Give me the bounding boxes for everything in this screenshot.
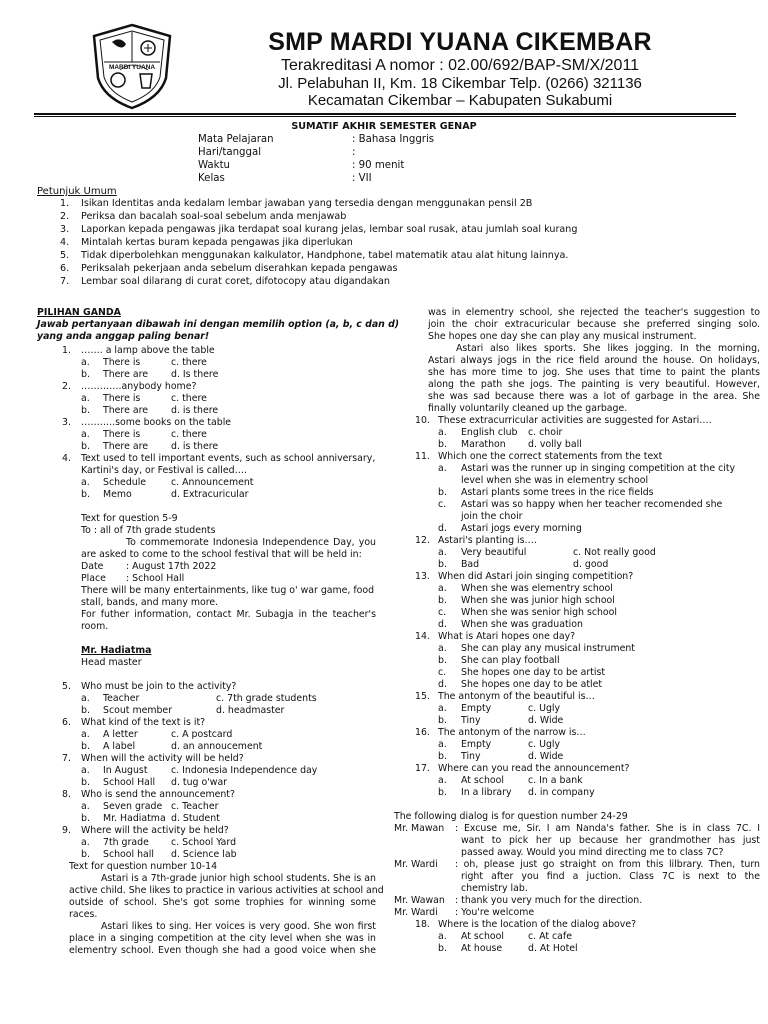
right-column-text: want to pick her up because her grandmother has just bbox=[461, 835, 760, 846]
right-column-text: 17. bbox=[415, 763, 430, 774]
left-column-text: When will the activity will be held? bbox=[81, 753, 244, 764]
right-column-text: she has more time to jog. She uses that time to paint the plants bbox=[428, 367, 760, 378]
right-column-text: finally voluntarily cleaned up the garbage. bbox=[428, 403, 628, 414]
right-column-text: Astari also likes sports. She likes jogging. In the morning, bbox=[456, 343, 760, 354]
left-column-text: Text used to tell important events, such as school anniversary, bbox=[81, 453, 376, 464]
left-column-text: are asked to come to the school festival that will be held in: bbox=[81, 549, 362, 560]
right-column-text: 10. bbox=[415, 415, 430, 426]
right-column-text: What is Atari hopes one day? bbox=[438, 631, 576, 642]
header-divider bbox=[34, 113, 736, 115]
info-label: Waktu bbox=[198, 160, 231, 171]
left-column-text: Who must be join to the activity? bbox=[81, 681, 237, 692]
left-column-text: a. bbox=[81, 801, 90, 812]
left-column-text: There are bbox=[103, 405, 148, 416]
right-column-text: Where can you read the announcement? bbox=[438, 763, 630, 774]
left-column-text: Mr. Hadiatma bbox=[81, 645, 152, 656]
right-column-text: Empty bbox=[461, 703, 492, 714]
right-column-text: join the choir extracuricular because she preferred singing solo. bbox=[428, 319, 760, 330]
left-column-text: There is bbox=[103, 429, 141, 440]
right-column-text: 12. bbox=[415, 535, 430, 546]
left-column-text: 7th grade bbox=[103, 837, 149, 848]
logo-text: MARDI YUANA bbox=[108, 64, 156, 71]
right-column-text: In a library bbox=[461, 787, 512, 798]
right-column-text: she was sad because there was a lot of garbage in the area. She bbox=[428, 391, 760, 402]
right-column-text: The antonym of the beautiful is… bbox=[438, 691, 595, 702]
left-column-text: c. Announcement bbox=[171, 477, 254, 488]
school-name: SMP MARDI YUANA CIKEMBAR bbox=[268, 28, 652, 56]
instruction-text: Mintalah kertas buram kepada pengawas jika diperlukan bbox=[81, 237, 353, 248]
right-column-text: c. In a bank bbox=[528, 775, 583, 786]
right-column-text: Tiny bbox=[461, 751, 481, 762]
left-column-text: a. bbox=[81, 393, 90, 404]
left-column-text: 5. bbox=[62, 681, 71, 692]
left-column-text: There will be many entertainments, like tug o' war game, food bbox=[81, 585, 375, 596]
left-column-text: a. bbox=[81, 765, 90, 776]
instructions-heading: Petunjuk Umum bbox=[37, 186, 117, 197]
right-column-text: a. bbox=[438, 739, 447, 750]
left-column-text: c. there bbox=[171, 393, 207, 404]
right-column-text: c. choir bbox=[528, 427, 563, 438]
right-column-text: When she was elementry school bbox=[461, 583, 613, 594]
right-column-text: Astari was so happy when her teacher recomended she bbox=[461, 499, 723, 510]
right-column-text: a. bbox=[438, 463, 447, 474]
right-column-text: right after you find a juction. Class 7C is next to the bbox=[461, 871, 760, 882]
right-column-text: Which one the correct statements from the text bbox=[438, 451, 663, 462]
right-column-text: join the choir bbox=[461, 511, 523, 522]
right-column-text: c. Ugly bbox=[528, 739, 561, 750]
left-column-text: A label bbox=[103, 741, 136, 752]
right-column-text: When she was graduation bbox=[461, 619, 583, 630]
left-column-text: A letter bbox=[103, 729, 138, 740]
right-column-text: b. bbox=[438, 655, 447, 666]
right-column-text: b. bbox=[438, 487, 447, 498]
left-column-text: 6. bbox=[62, 717, 71, 728]
right-column-text: chemistry lab. bbox=[461, 883, 528, 894]
address-line: Jl. Pelabuhan II, Km. 18 Cikembar Telp. (0266) 321136 bbox=[278, 75, 642, 92]
right-column-text: d. volly ball bbox=[528, 439, 582, 450]
left-column-text: elementry school. Even though she had a good voice when she bbox=[69, 945, 376, 956]
left-column-text: c. there bbox=[171, 357, 207, 368]
left-column-text: 2. bbox=[62, 381, 71, 392]
left-column-text: a. bbox=[81, 357, 90, 368]
right-column-text: Astari plants some trees in the rice fields bbox=[461, 487, 654, 498]
left-column-text: d. an annoucement bbox=[171, 741, 263, 752]
right-column-text: The following dialog is for question number 24-29 bbox=[394, 811, 628, 822]
left-column-text: c. 7th grade students bbox=[216, 693, 317, 704]
right-column-text: 18. bbox=[415, 919, 430, 930]
left-column-text: active child. She likes to practice in various activities at school and bbox=[69, 885, 384, 896]
left-column-text: Jawab pertanyaan dibawah ini dengan memilih option (a, b, c dan d) bbox=[37, 319, 400, 330]
right-column-text: Marathon bbox=[461, 439, 506, 450]
left-column-text: Mr. Hadiatma bbox=[103, 813, 166, 824]
left-column-text: Schedule bbox=[103, 477, 147, 488]
right-column-text: b. bbox=[438, 595, 447, 606]
info-value: : 90 menit bbox=[352, 160, 405, 171]
left-column-text: Teacher bbox=[103, 693, 140, 704]
accreditation-line: Terakreditasi A nomor : 02.00/692/BAP-SM/X/2011 bbox=[280, 57, 640, 74]
right-column-text: b. bbox=[438, 439, 447, 450]
left-column-text: There are bbox=[103, 441, 148, 452]
right-column-text: a. bbox=[438, 547, 447, 558]
left-column-text: In August bbox=[103, 765, 148, 776]
left-column-text: Who is send the announcement? bbox=[81, 789, 235, 800]
left-column-text: place in a singing competition at the city level when she was in bbox=[69, 933, 376, 944]
right-column-text: Bad bbox=[461, 559, 480, 570]
left-column-text: ………….anybody home? bbox=[81, 381, 197, 392]
right-column-text: c. Not really good bbox=[573, 547, 656, 558]
info-label: Mata Pelajaran bbox=[198, 134, 274, 145]
left-column-text: Text for question number 10-14 bbox=[69, 861, 218, 872]
right-column-text: d. in company bbox=[528, 787, 595, 798]
right-column-text: was in elementry school, she rejected the teacher's suggestion to bbox=[428, 307, 760, 318]
left-column-text: a. bbox=[81, 693, 90, 704]
left-column-text: Where will the activity be held? bbox=[81, 825, 229, 836]
left-column-text: b. bbox=[81, 489, 90, 500]
instruction-number: 4. bbox=[60, 237, 70, 248]
left-column-text: d. Student bbox=[171, 813, 220, 824]
left-column-text: What kind of the text is it? bbox=[81, 717, 206, 728]
left-column-text: School Hall bbox=[103, 777, 156, 788]
right-column-text: c. bbox=[438, 667, 447, 678]
instruction-text: Laporkan kepada pengawas jika terdapat soal kurang jelas, lembar soal rusak, atau jumlah soal kurang bbox=[81, 224, 578, 235]
info-value: : VII bbox=[352, 173, 372, 184]
left-column-text: b. bbox=[81, 777, 90, 788]
instruction-number: 2. bbox=[60, 211, 70, 222]
right-column-text: When she was junior high school bbox=[461, 595, 615, 606]
right-column-text: : thank you very much for the direction. bbox=[455, 895, 643, 906]
left-column-text: Memo bbox=[103, 489, 132, 500]
right-column-text: d. At Hotel bbox=[528, 943, 578, 954]
left-column-text: d. Is there bbox=[171, 369, 219, 380]
right-column-text: c. At cafe bbox=[528, 931, 572, 942]
left-column-text: room. bbox=[81, 621, 109, 632]
left-column-text: To : all of 7th grade students bbox=[81, 525, 216, 536]
right-column-text: along the path she jogs. The painting is very beautiful. However, bbox=[428, 379, 760, 390]
instruction-number: 1. bbox=[60, 198, 70, 209]
instruction-text: Periksa dan bacalah soal-soal sebelum anda menjawab bbox=[81, 211, 347, 222]
school-logo bbox=[90, 22, 174, 110]
left-column-text: d. is there bbox=[171, 441, 219, 452]
right-column-text: c. Ugly bbox=[528, 703, 561, 714]
left-column-text: b. bbox=[81, 441, 90, 452]
left-column-text: Place bbox=[81, 573, 106, 584]
right-column-text: When she was senior high school bbox=[461, 607, 617, 618]
right-column-text: a. bbox=[438, 931, 447, 942]
left-column-text: c. Indonesia Independence day bbox=[171, 765, 318, 776]
right-column-text: b. bbox=[438, 715, 447, 726]
left-column-text: Text for question 5-9 bbox=[81, 513, 178, 524]
right-column-text: She hopes one day she can play any musical instrument. bbox=[428, 331, 697, 342]
left-column-text: There is bbox=[103, 357, 141, 368]
right-column-text: Empty bbox=[461, 739, 492, 750]
right-column-text: b. bbox=[438, 943, 447, 954]
left-column-text: Seven grade bbox=[103, 801, 163, 812]
left-column-text: b. bbox=[81, 849, 90, 860]
district-line: Kecamatan Cikembar – Kabupaten Sukabumi bbox=[307, 92, 613, 109]
right-column-text: These extracurricular activities are suggested for Astari…. bbox=[438, 415, 712, 426]
right-column-text: a. bbox=[438, 583, 447, 594]
right-column-text: d. bbox=[438, 523, 447, 534]
left-column-text: Astari likes to sing. Her voices is very good. She won first bbox=[101, 921, 376, 932]
left-column-text: stall, bands, and many more. bbox=[81, 597, 219, 608]
left-column-text: c. School Yard bbox=[171, 837, 237, 848]
right-column-text: When did Astari join singing competition? bbox=[438, 571, 634, 582]
right-column-text: d. bbox=[438, 619, 447, 630]
right-column-text: Astari's planting is…. bbox=[438, 535, 537, 546]
right-column-text: She hopes one day to be artist bbox=[461, 667, 606, 678]
left-column-text: : August 17th 2022 bbox=[126, 561, 217, 572]
left-column-text: ………..some books on the table bbox=[81, 417, 232, 428]
left-column-text: ……. a lamp above the table bbox=[81, 345, 215, 356]
info-label: Hari/tanggal bbox=[198, 147, 262, 158]
left-column-text: Head master bbox=[81, 657, 142, 668]
left-column-text: c. A postcard bbox=[171, 729, 233, 740]
left-column-text: Date bbox=[81, 561, 104, 572]
right-column-text: Astari always jogs in the rice field around the house. On holidays, bbox=[428, 355, 760, 366]
left-column-text: There are bbox=[103, 369, 148, 380]
right-column-text: : Excuse me, Sir. I am Nanda's father. She is in class 7C. I bbox=[455, 823, 760, 834]
left-column-text: a. bbox=[81, 429, 90, 440]
right-column-text: a. bbox=[438, 703, 447, 714]
right-column-text: Astari was the runner up in singing competition at the city bbox=[461, 463, 736, 474]
left-column-text: b. bbox=[81, 813, 90, 824]
left-column-text: b. bbox=[81, 369, 90, 380]
right-column-text: d. Wide bbox=[528, 751, 564, 762]
left-column-text: a. bbox=[81, 729, 90, 740]
left-column-text: 4. bbox=[62, 453, 71, 464]
instruction-text: Tidak diperbolehkan menggunakan kalkulator, Handphone, tabel matematik atau alat hitung lainnya. bbox=[81, 250, 569, 261]
left-column-text: 7. bbox=[62, 753, 71, 764]
left-column-text: Scout member bbox=[103, 705, 173, 716]
right-column-text: Where is the location of the dialog above? bbox=[438, 919, 637, 930]
right-column-text: a. bbox=[438, 427, 447, 438]
left-column-text: 8. bbox=[62, 789, 71, 800]
info-value: : Bahasa Inggris bbox=[352, 134, 435, 145]
right-column-text: Mr. Wawan bbox=[394, 895, 445, 906]
instruction-number: 3. bbox=[60, 224, 70, 235]
right-column-text: Tiny bbox=[461, 715, 481, 726]
left-column-text: PILIHAN GANDA bbox=[37, 307, 121, 318]
left-column-text: Astari is a 7th-grade junior high school students. She is an bbox=[101, 873, 376, 884]
right-column-text: Astari jogs every morning bbox=[461, 523, 582, 534]
left-column-text: 3. bbox=[62, 417, 71, 428]
left-column-text: For futher information, contact Mr. Subagja in the teacher's bbox=[81, 609, 376, 620]
instruction-number: 5. bbox=[60, 250, 70, 261]
right-column-text: b. bbox=[438, 751, 447, 762]
info-label: Kelas bbox=[198, 173, 225, 184]
right-column-text: She can play any musical instrument bbox=[461, 643, 635, 654]
left-column-text: To commemorate Indonesia Independence Day, you bbox=[126, 537, 376, 548]
info-value: : bbox=[352, 147, 356, 158]
left-column-text: d. headmaster bbox=[216, 705, 285, 716]
right-column-text: passed away. Would you mind directing me to class 7C? bbox=[461, 847, 724, 858]
instruction-number: 6. bbox=[60, 263, 70, 274]
right-column-text: Mr. Mawan bbox=[394, 823, 445, 834]
right-column-text: d. bbox=[438, 679, 447, 690]
left-column-text: b. bbox=[81, 405, 90, 416]
left-column-text: a. bbox=[81, 837, 90, 848]
instruction-number: 7. bbox=[60, 276, 70, 287]
exam-title: SUMATIF AKHIR SEMESTER GENAP bbox=[291, 121, 477, 132]
right-column-text: : You're welcome bbox=[455, 907, 535, 918]
right-column-text: c. bbox=[438, 607, 447, 618]
instruction-text: Lembar soal dilarang di curat coret, difotocopy atau digandakan bbox=[81, 276, 390, 287]
left-column-text: d. tug o'war bbox=[171, 777, 228, 788]
right-column-text: 11. bbox=[415, 451, 430, 462]
right-column-text: She hopes one day to be atlet bbox=[461, 679, 603, 690]
right-column-text: c. bbox=[438, 499, 447, 510]
right-column-text: Mr. Wardi bbox=[394, 907, 438, 918]
left-column-text: 1. bbox=[62, 345, 71, 356]
right-column-text: She can play football bbox=[461, 655, 560, 666]
right-column-text: 15. bbox=[415, 691, 430, 702]
instruction-text: Periksalah pekerjaan anda sebelum diserahkan kepada pengawas bbox=[81, 263, 398, 274]
right-column-text: a. bbox=[438, 775, 447, 786]
right-column-text: At school bbox=[461, 775, 504, 786]
header-divider-thin bbox=[34, 116, 736, 117]
left-column-text: yang anda anggap paling benar! bbox=[37, 331, 210, 342]
right-column-text: 16. bbox=[415, 727, 430, 738]
left-column-text: races. bbox=[69, 909, 98, 920]
left-column-text: Kartini's day, or Festival is called…. bbox=[81, 465, 247, 476]
instruction-text: Isikan Identitas anda kedalam lembar jawaban yang tersedia dengan menggunakan pensil 2B bbox=[81, 198, 533, 209]
left-column-text: c. there bbox=[171, 429, 207, 440]
left-column-text: 9. bbox=[62, 825, 71, 836]
right-column-text: d. Wide bbox=[528, 715, 564, 726]
left-column-text: outside of school. She's got some trophies for winning some bbox=[69, 897, 376, 908]
right-column-text: 14. bbox=[415, 631, 430, 642]
left-column-text: d. Science lab bbox=[171, 849, 237, 860]
right-column-text: At school bbox=[461, 931, 504, 942]
right-column-text: level when she was in elementry school bbox=[461, 475, 649, 486]
right-column-text: d. good bbox=[573, 559, 609, 570]
right-column-text: b. bbox=[438, 559, 447, 570]
left-column-text: School hall bbox=[103, 849, 154, 860]
left-column-text: b. bbox=[81, 741, 90, 752]
left-column-text: : School Hall bbox=[126, 573, 185, 584]
right-column-text: b. bbox=[438, 787, 447, 798]
left-column-text: d. is there bbox=[171, 405, 219, 416]
right-column-text: a. bbox=[438, 643, 447, 654]
left-column-text: c. Teacher bbox=[171, 801, 219, 812]
right-column-text: At house bbox=[461, 943, 503, 954]
right-column-text: Very beautiful bbox=[461, 547, 527, 558]
right-column-text: English club bbox=[461, 427, 518, 438]
right-column-text: : oh, please just go straight on from this lilbrary. Then, turn bbox=[455, 859, 760, 870]
right-column-text: 13. bbox=[415, 571, 430, 582]
left-column-text: d. Extracuricular bbox=[171, 489, 249, 500]
right-column-text: Mr. Wardi bbox=[394, 859, 438, 870]
left-column-text: There is bbox=[103, 393, 141, 404]
right-column-text: The antonym of the narrow is… bbox=[438, 727, 586, 738]
left-column-text: b. bbox=[81, 705, 90, 716]
left-column-text: a. bbox=[81, 477, 90, 488]
